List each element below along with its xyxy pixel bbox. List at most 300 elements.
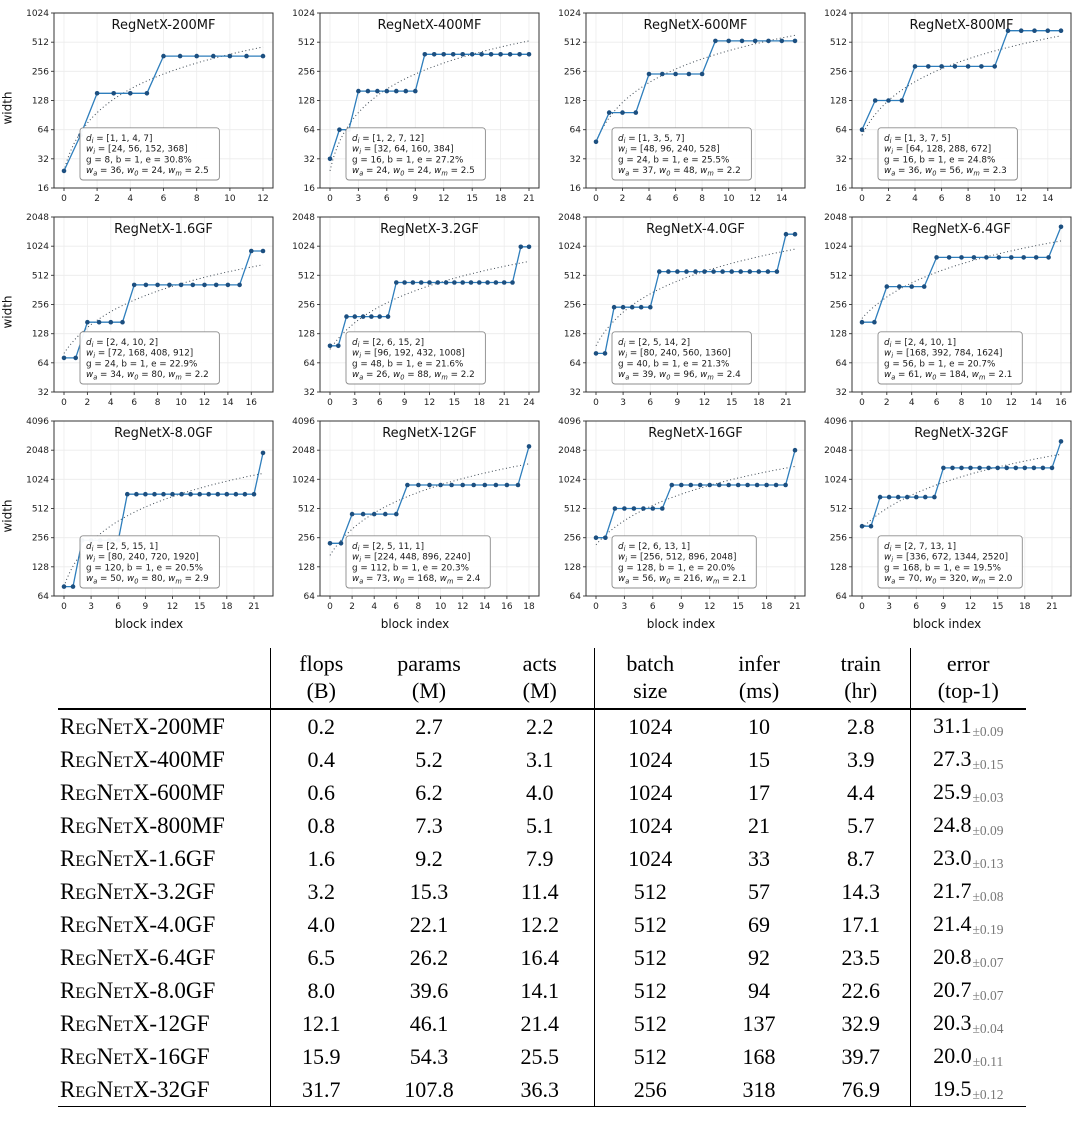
- x-tick-label: 18: [753, 398, 765, 408]
- block-width-point: [449, 483, 454, 488]
- block-width-point: [167, 283, 172, 288]
- flops-cell: 8.0: [270, 974, 372, 1007]
- block-width-point: [485, 280, 490, 285]
- subplot-cell: [814, 212, 1080, 412]
- block-width-point: [469, 280, 474, 285]
- x-tick-label: 10: [224, 194, 236, 204]
- y-tick-label: 128: [31, 96, 49, 107]
- y-tick-label: 64: [37, 125, 49, 136]
- annotation-line: $w_a = 70$, $w_0 = 320$, $w_m = 2.0$: [884, 574, 1013, 586]
- y-tick-label: 64: [835, 592, 847, 602]
- block-width-point: [670, 483, 675, 488]
- annotation-line: g = 16, b = 1, e = 27.2%: [352, 155, 464, 166]
- y-tick-label: 128: [829, 96, 847, 107]
- y-tick-label: 512: [829, 271, 847, 282]
- block-width-point: [120, 320, 125, 325]
- block-width-point: [909, 284, 914, 289]
- block-width-point: [707, 483, 712, 488]
- block-width-point: [413, 89, 418, 94]
- annotation-line: $w_i = [336$, 672, 1344, 2520]: [884, 552, 1009, 564]
- annotation-line: $w_i = [80$, 240, 560, 1360]: [618, 348, 731, 360]
- y-tick-label: 1024: [292, 475, 315, 486]
- block-width-point: [607, 110, 612, 115]
- x-tick-label: 2: [349, 602, 355, 612]
- block-width-point: [353, 314, 358, 319]
- x-tick-label: 15: [466, 194, 478, 204]
- block-width-point: [886, 98, 891, 103]
- block-width-point: [62, 169, 67, 174]
- linear-fit-dotted-line: [862, 36, 1061, 136]
- block-width-point: [632, 506, 637, 511]
- header-line1: batch: [626, 651, 675, 676]
- block-width-point: [261, 451, 266, 456]
- y-tick-label: 128: [31, 562, 49, 573]
- y-tick-label: 512: [563, 504, 581, 515]
- error-cell: 20.7±0.07: [910, 974, 1026, 1007]
- block-width-point: [510, 280, 515, 285]
- y-tick-label: 4096: [292, 417, 315, 427]
- x-tick-label: 0: [61, 602, 67, 612]
- block-width-point: [941, 466, 946, 471]
- x-tick-label: 12: [703, 602, 716, 612]
- block-width-point: [394, 89, 399, 94]
- y-tick-label: 256: [297, 67, 315, 78]
- block-width-point: [612, 305, 617, 310]
- x-tick-label: 3: [351, 398, 358, 408]
- header-row: [58, 648, 1026, 709]
- y-tick-label: 64: [569, 125, 581, 136]
- x-tick-label: 0: [327, 602, 333, 612]
- block-width-point: [666, 269, 671, 274]
- block-width-point: [1046, 255, 1051, 260]
- header-line2: (hr): [844, 678, 878, 703]
- table-row: [58, 743, 1026, 776]
- y-tick-label: 16: [37, 184, 49, 194]
- block-width-point: [419, 280, 424, 285]
- acts-cell: 5.1: [526, 812, 554, 838]
- block-width-point: [336, 344, 341, 349]
- subplot-RegNetX-32GF: [816, 416, 1078, 616]
- model-name-cell: RegNetX-200MF: [60, 713, 225, 739]
- y-tick-label: 128: [297, 329, 315, 340]
- block-width-point: [698, 483, 703, 488]
- x-tick-label: 18: [473, 398, 486, 408]
- y-tick-label: 512: [31, 271, 49, 282]
- batch-size-cell: 1024: [594, 743, 706, 776]
- x-tick-label: 18: [1019, 602, 1031, 612]
- block-width-point: [594, 351, 599, 356]
- subplot-RegNetX-200MF: [18, 8, 280, 208]
- block-width-point: [984, 255, 989, 260]
- subplot-cell: [16, 416, 282, 634]
- y-tick-label: 32: [37, 388, 49, 398]
- y-tick-label: 1024: [292, 242, 315, 253]
- infer-time-cell: 15: [748, 746, 770, 772]
- x-tick-label: 0: [593, 194, 599, 204]
- block-width-point: [452, 280, 457, 285]
- block-width-point: [753, 39, 758, 44]
- subplot-RegNetX-6.4GF: [816, 212, 1078, 412]
- block-width-point: [1023, 466, 1028, 471]
- header-line1: acts: [522, 651, 557, 676]
- annotation-line: $w_i = [96$, 192, 432, 1008]: [352, 348, 465, 360]
- block-width-point: [62, 584, 67, 589]
- flops-cell: 0.8: [270, 809, 372, 842]
- block-width-point: [498, 52, 503, 57]
- error-cell: 21.7±0.08: [910, 875, 1026, 908]
- x-tick-label: 9: [678, 602, 685, 612]
- block-width-point: [793, 232, 798, 237]
- x-tick-label: 16: [1055, 398, 1067, 408]
- annotation-line: $w_a = 34$, $w_0 = 80$, $w_m = 2.2$: [86, 370, 209, 382]
- params-cell: 39.6: [409, 977, 449, 1003]
- model-name-cell: RegNetX-1.6GF: [60, 845, 216, 871]
- train-time-cell: 76.9: [812, 1073, 910, 1107]
- x-tick-label: 4: [127, 194, 134, 204]
- y-tick-label: 128: [829, 562, 847, 573]
- block-width-point: [132, 283, 137, 288]
- train-time-cell: 3.9: [847, 746, 875, 772]
- block-width-point: [155, 283, 160, 288]
- block-width-point: [471, 483, 476, 488]
- block-width-point: [234, 492, 239, 497]
- header-line1: flops: [299, 651, 344, 676]
- error-stddev: ±0.15: [972, 757, 1004, 772]
- block-width-point: [170, 492, 175, 497]
- block-width-point: [968, 466, 973, 471]
- error-cell: 20.8±0.07: [910, 941, 1026, 974]
- block-width-point: [657, 269, 662, 274]
- y-tick-label: 32: [835, 154, 847, 165]
- block-width-point: [479, 52, 484, 57]
- block-width-point: [755, 483, 760, 488]
- params-cell: 6.2: [415, 779, 443, 805]
- x-tick-label: 12: [257, 194, 269, 204]
- train-time-cell: 22.6: [841, 977, 880, 1003]
- x-tick-label: 8: [154, 398, 161, 408]
- header-params: [372, 648, 486, 709]
- block-width-point: [1004, 466, 1009, 471]
- block-width-point: [194, 54, 199, 59]
- y-tick-label: 64: [37, 358, 49, 369]
- table-row: [58, 1040, 1026, 1073]
- block-width-point: [109, 320, 114, 325]
- y-tick-label: 128: [829, 329, 847, 340]
- annotation-line: $d_i = [2$, 5, 15, 1]: [86, 541, 159, 554]
- batch-size-cell: 1024: [594, 842, 706, 875]
- block-width-point: [372, 512, 377, 517]
- block-width-point: [860, 127, 865, 132]
- x-tick-label: 4: [371, 602, 378, 612]
- block-width-point: [651, 506, 656, 511]
- block-width-point: [404, 89, 409, 94]
- x-tick-label: 8: [699, 194, 705, 204]
- block-width-point: [673, 72, 678, 77]
- x-tick-label: 15: [448, 398, 461, 408]
- y-tick-label: 512: [297, 504, 315, 515]
- header-line2: (ms): [738, 678, 780, 703]
- block-width-point: [992, 64, 997, 69]
- annotation-line: $w_a = 26$, $w_0 = 88$, $w_m = 2.2$: [352, 370, 475, 382]
- error-stddev: ±0.07: [972, 955, 1004, 970]
- train-time-cell: 39.7: [841, 1043, 880, 1069]
- y-tick-label: 512: [297, 271, 315, 282]
- block-width-point: [237, 283, 242, 288]
- x-tick-label: 12: [1015, 194, 1027, 204]
- model-name-cell: RegNetX-3.2GF: [60, 878, 216, 904]
- block-width-point: [639, 305, 644, 310]
- y-tick-label: 1024: [26, 475, 49, 486]
- table-row: [58, 875, 1026, 908]
- block-width-point: [594, 535, 599, 540]
- y-tick-label: 2048: [26, 446, 49, 457]
- x-tick-label: 18: [760, 602, 773, 612]
- block-width-point: [766, 269, 771, 274]
- block-width-point: [226, 283, 231, 288]
- infer-time-cell: 17: [748, 779, 770, 805]
- flops-cell: 0.6: [270, 776, 372, 809]
- block-width-point: [361, 512, 366, 517]
- block-width-point: [483, 483, 488, 488]
- block-width-point: [784, 232, 789, 237]
- block-width-point: [717, 483, 722, 488]
- block-width-point: [648, 305, 653, 310]
- params-cell: 22.1: [409, 911, 449, 937]
- infer-time-cell: 33: [748, 845, 770, 871]
- batch-size-cell: 512: [594, 1040, 706, 1073]
- x-tick-label: 0: [593, 602, 599, 612]
- y-tick-label: 1024: [26, 242, 49, 253]
- y-tick-label: 512: [31, 504, 49, 515]
- error-stddev: ±0.07: [972, 988, 1004, 1003]
- block-width-point: [144, 283, 149, 288]
- block-width-point: [179, 283, 184, 288]
- subplot-title: RegNetX-6.4GF: [912, 222, 1011, 237]
- y-tick-label: 128: [297, 96, 315, 107]
- block-width-point: [143, 492, 148, 497]
- header-line1: train: [840, 651, 881, 676]
- annotation-line: g = 120, b = 1, e = 20.5%: [86, 563, 203, 574]
- annotation-line: $w_a = 24$, $w_0 = 24$, $w_m = 2.5$: [352, 166, 475, 178]
- block-width-point: [959, 255, 964, 260]
- block-width-point: [900, 98, 905, 103]
- subplot-title: RegNetX-4.0GF: [646, 222, 745, 237]
- x-tick-label: 14: [222, 398, 234, 408]
- x-axis-label: block index: [114, 617, 184, 631]
- block-width-point: [385, 89, 390, 94]
- params-cell: 2.7: [415, 713, 443, 739]
- y-tick-label: 1024: [292, 9, 315, 19]
- x-tick-label: 12: [749, 194, 761, 204]
- block-width-point: [783, 483, 788, 488]
- block-width-point: [394, 512, 399, 517]
- subplot-cell: [548, 212, 814, 412]
- block-width-point: [748, 269, 753, 274]
- y-tick-label: 64: [303, 125, 315, 136]
- x-tick-label: 2: [885, 194, 892, 204]
- flops-cell: 1.6: [270, 842, 372, 875]
- x-tick-label: 8: [415, 602, 422, 612]
- block-width-point: [603, 535, 608, 540]
- x-tick-label: 9: [412, 194, 419, 204]
- block-width-point: [757, 269, 762, 274]
- block-width-point: [764, 483, 769, 488]
- x-tick-label: 0: [327, 194, 333, 204]
- x-tick-label: 4: [646, 194, 652, 204]
- y-axis-label: width: [1, 91, 16, 125]
- annotation-line: $w_i = [256$, 512, 896, 2048]: [618, 552, 737, 564]
- acts-cell: 7.9: [526, 845, 554, 871]
- x-tick-label: 0: [61, 194, 67, 204]
- annotation-line: g = 48, b = 1, e = 21.6%: [352, 359, 464, 370]
- y-tick-label: 4096: [824, 417, 847, 427]
- block-width-point: [460, 483, 465, 488]
- block-width-point: [386, 314, 391, 319]
- y-tick-label: 64: [37, 592, 49, 602]
- annotation-line: $w_a = 73$, $w_0 = 168$, $w_m = 2.4$: [352, 574, 481, 586]
- y-tick-label: 512: [563, 38, 581, 49]
- acts-cell: 21.4: [520, 1010, 559, 1036]
- error-cell: 19.5±0.12: [910, 1073, 1026, 1107]
- block-width-point: [869, 524, 874, 529]
- block-width-point: [527, 52, 532, 57]
- block-width-point: [926, 64, 931, 69]
- flops-cell: 15.9: [270, 1040, 372, 1073]
- linear-fit-dotted-line: [596, 466, 795, 544]
- y-tick-label: 256: [563, 533, 581, 544]
- params-cell: 107.8: [372, 1073, 486, 1107]
- block-width-line: [862, 441, 1061, 526]
- block-width-point: [441, 52, 446, 57]
- y-tick-label: 2048: [26, 213, 49, 223]
- x-tick-label: 9: [674, 398, 681, 408]
- x-tick-label: 3: [621, 602, 628, 612]
- block-width-point: [887, 495, 892, 500]
- block-width-point: [1032, 466, 1037, 471]
- block-width-point: [502, 280, 507, 285]
- figure-row: [0, 212, 1080, 412]
- header-batch: [594, 648, 706, 709]
- subplot-title: RegNetX-3.2GF: [380, 222, 479, 237]
- acts-cell: 11.4: [520, 878, 559, 904]
- subplot-RegNetX-800MF: [816, 8, 1078, 208]
- header-line1: error: [946, 651, 990, 676]
- block-width-point: [519, 245, 524, 250]
- header-line2: (M): [522, 678, 557, 703]
- block-width-point: [383, 512, 388, 517]
- batch-size-cell: 512: [594, 974, 706, 1007]
- block-width-point: [427, 280, 432, 285]
- annotation-line: $d_i = [2$, 4, 10, 1]: [884, 337, 957, 350]
- table-row: [58, 776, 1026, 809]
- x-tick-label: 3: [886, 602, 892, 612]
- y-tick-label: 4096: [558, 417, 581, 427]
- annotation-line: $w_i = [80$, 240, 720, 1920]: [86, 552, 199, 564]
- block-width-point: [1059, 225, 1064, 230]
- infer-time-cell: 137: [742, 1010, 776, 1036]
- block-width-point: [191, 283, 196, 288]
- block-width-point: [986, 466, 991, 471]
- train-time-cell: 4.4: [847, 779, 875, 805]
- block-width-point: [337, 127, 342, 132]
- y-tick-label: 64: [835, 125, 847, 136]
- y-tick-label: 256: [31, 67, 49, 78]
- x-tick-label: 12: [198, 398, 211, 408]
- subplot-RegNetX-8.0GF: [18, 416, 280, 616]
- acts-cell: 3.1: [526, 746, 554, 772]
- y-tick-label: 128: [563, 329, 581, 340]
- infer-time-cell: 92: [748, 944, 770, 970]
- x-tick-label: 12: [423, 398, 436, 408]
- results-table: [58, 648, 1026, 1107]
- annotation-line: g = 40, b = 1, e = 21.3%: [618, 359, 730, 370]
- block-width-line: [862, 31, 1061, 130]
- block-width-point: [375, 89, 380, 94]
- block-width-point: [873, 98, 878, 103]
- x-tick-label: 12: [456, 602, 469, 612]
- y-tick-label: 32: [303, 388, 315, 398]
- block-width-point: [740, 39, 745, 44]
- annotation-line: $d_i = [2$, 4, 10, 2]: [86, 337, 159, 350]
- y-tick-label: 64: [569, 358, 581, 369]
- x-tick-label: 6: [376, 398, 383, 408]
- table-row: [58, 941, 1026, 974]
- x-tick-label: 9: [142, 602, 149, 612]
- annotation-line: $w_a = 50$, $w_0 = 80$, $w_m = 2.9$: [86, 574, 209, 586]
- x-tick-label: 14: [1030, 398, 1042, 408]
- error-stddev: ±0.09: [972, 823, 1004, 838]
- block-width-point: [720, 269, 725, 274]
- y-tick-label: 256: [563, 300, 581, 311]
- block-width-point: [878, 495, 883, 500]
- header-model: [58, 648, 270, 709]
- x-axis-label: block index: [646, 617, 716, 631]
- infer-time-cell: 94: [748, 977, 770, 1003]
- block-width-point: [527, 444, 532, 449]
- annotation-line: $w_a = 56$, $w_0 = 216$, $w_m = 2.1$: [618, 574, 747, 586]
- block-width-point: [713, 39, 718, 44]
- block-width-point: [261, 249, 266, 254]
- block-width-point: [494, 280, 499, 285]
- x-tick-label: 2: [94, 194, 100, 204]
- x-tick-label: 21: [523, 194, 535, 204]
- y-tick-label: 64: [569, 592, 581, 602]
- block-width-point: [923, 495, 928, 500]
- block-width-point: [620, 110, 625, 115]
- x-tick-label: 6: [393, 602, 400, 612]
- block-width-line: [330, 446, 529, 543]
- x-tick-label: 0: [859, 602, 865, 612]
- block-width-point: [689, 483, 694, 488]
- header-acts: [486, 648, 594, 709]
- y-tick-label: 512: [297, 38, 315, 49]
- block-width-point: [252, 492, 257, 497]
- x-tick-label: 0: [327, 398, 333, 408]
- x-tick-label: 2: [883, 398, 890, 408]
- block-width-point: [711, 269, 716, 274]
- error-cell: 27.3±0.15: [910, 743, 1026, 776]
- y-tick-label: 512: [563, 271, 581, 282]
- y-tick-label: 32: [569, 154, 581, 165]
- block-width-point: [774, 483, 779, 488]
- x-tick-label: 0: [859, 194, 865, 204]
- block-width-point: [726, 39, 731, 44]
- block-width-point: [416, 483, 421, 488]
- block-width-point: [972, 255, 977, 260]
- block-width-point: [613, 506, 618, 511]
- x-tick-label: 15: [732, 602, 744, 612]
- block-width-point: [97, 320, 102, 325]
